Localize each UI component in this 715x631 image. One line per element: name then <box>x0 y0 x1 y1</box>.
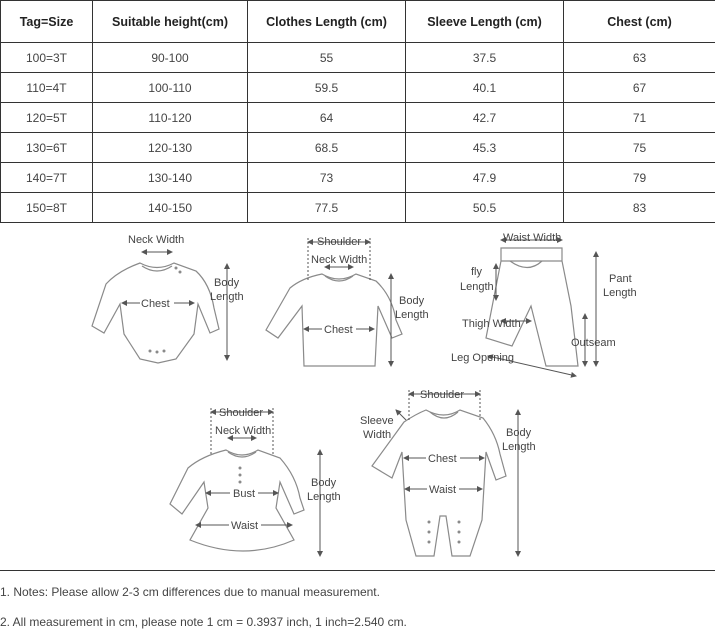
note-manual-measurement: 1. Notes: Please allow 2-3 cm differences due to manual measurement. <box>0 585 380 599</box>
romper-shoulder-label: Shoulder <box>420 389 465 401</box>
header-chest: Chest (cm) <box>564 1 715 43</box>
cell-tag-size: 110=4T <box>1 73 93 103</box>
shirt-outline <box>266 274 402 366</box>
cell-sleeve-length: 50.5 <box>406 193 564 223</box>
cell-suitable-height: 110-120 <box>93 103 248 133</box>
header-suitable-height: Suitable height(cm) <box>93 1 248 43</box>
cell-tag-size: 100=3T <box>1 43 93 73</box>
cell-suitable-height: 130-140 <box>93 163 248 193</box>
shirt-chest-label: Chest <box>324 324 353 336</box>
dress-body-label: Body <box>311 477 337 489</box>
dress-outline <box>170 450 304 551</box>
cell-sleeve-length: 42.7 <box>406 103 564 133</box>
romper-outline <box>372 410 506 556</box>
header-sleeve-length: Sleeve Length (cm) <box>406 1 564 43</box>
cell-tag-size: 120=5T <box>1 103 93 133</box>
pants-outline <box>486 248 578 366</box>
pants-thigh-width-label: Thigh Width <box>462 318 521 330</box>
cell-sleeve-length: 45.3 <box>406 133 564 163</box>
cell-tag-size: 150=8T <box>1 193 93 223</box>
header-tag-size: Tag=Size <box>1 1 93 43</box>
note-unit-conversion: 2. All measurement in cm, please note 1 cm = 0.3937 inch, 1 inch=2.540 cm. <box>0 615 407 629</box>
table-row <box>1 133 715 163</box>
shirt-length-label: Length <box>395 309 429 321</box>
table-header-row <box>1 1 715 43</box>
measurement-diagram <box>0 226 715 570</box>
pants-diagram <box>451 232 637 376</box>
bodysuit-neck-width-label: Neck Width <box>128 234 185 246</box>
dress-length-label: Length <box>307 491 341 503</box>
romper-sleeve-label: Sleeve <box>360 415 394 427</box>
pants-fly-length-label: Length <box>460 281 494 293</box>
cell-clothes-length: 77.5 <box>248 193 406 223</box>
romper-chest-label: Chest <box>428 453 457 465</box>
bodysuit-outline <box>92 263 219 363</box>
cell-clothes-length: 59.5 <box>248 73 406 103</box>
romper-diagram <box>360 389 536 556</box>
pants-outseam-label: Outseam <box>571 337 616 349</box>
notes-divider <box>0 570 715 571</box>
table-row <box>1 193 715 223</box>
table-row <box>1 103 715 133</box>
size-chart-table <box>0 0 715 223</box>
cell-tag-size: 130=6T <box>1 133 93 163</box>
pants-fly-label: fly <box>471 266 482 278</box>
cell-chest: 63 <box>564 43 715 73</box>
cell-tag-size: 140=7T <box>1 163 93 193</box>
cell-chest: 83 <box>564 193 715 223</box>
cell-clothes-length: 68.5 <box>248 133 406 163</box>
romper-waist-label: Waist <box>429 484 457 496</box>
cell-sleeve-length: 47.9 <box>406 163 564 193</box>
romper-length-label: Length <box>502 441 536 453</box>
dress-shoulder-label: Shoulder <box>219 407 264 419</box>
pants-pant-length-label: Length <box>603 287 637 299</box>
shirt-diagram <box>266 236 429 366</box>
cell-clothes-length: 64 <box>248 103 406 133</box>
cell-suitable-height: 100-110 <box>93 73 248 103</box>
shirt-body-label: Body <box>399 295 425 307</box>
cell-suitable-height: 140-150 <box>93 193 248 223</box>
pants-pant-label: Pant <box>609 273 632 285</box>
cell-clothes-length: 73 <box>248 163 406 193</box>
dress-neck-width-label: Neck Width <box>215 425 272 437</box>
shirt-neck-width-label: Neck Width <box>311 254 368 266</box>
pants-waist-width-label: Waist Width <box>503 232 562 244</box>
romper-width-label: Width <box>363 429 392 441</box>
table-row <box>1 73 715 103</box>
bodysuit-diagram <box>92 234 244 363</box>
shirt-shoulder-label: Shoulder <box>317 236 362 248</box>
cell-sleeve-length: 37.5 <box>406 43 564 73</box>
cell-chest: 75 <box>564 133 715 163</box>
cell-clothes-length: 55 <box>248 43 406 73</box>
dress-diagram <box>170 407 341 556</box>
pants-leg-opening-label: Leg Opening <box>451 352 514 364</box>
cell-chest: 79 <box>564 163 715 193</box>
cell-suitable-height: 120-130 <box>93 133 248 163</box>
cell-chest: 71 <box>564 103 715 133</box>
bodysuit-chest-label: Chest <box>141 298 170 310</box>
romper-body-label: Body <box>506 427 532 439</box>
table-row <box>1 43 715 73</box>
cell-suitable-height: 90-100 <box>93 43 248 73</box>
bodysuit-length-label: Length <box>210 291 244 303</box>
cell-chest: 67 <box>564 73 715 103</box>
header-clothes-length: Clothes Length (cm) <box>248 1 406 43</box>
dress-waist-label: Waist <box>231 520 259 532</box>
cell-sleeve-length: 40.1 <box>406 73 564 103</box>
table-row <box>1 163 715 193</box>
dress-bust-label: Bust <box>233 488 256 500</box>
bodysuit-body-label: Body <box>214 277 240 289</box>
